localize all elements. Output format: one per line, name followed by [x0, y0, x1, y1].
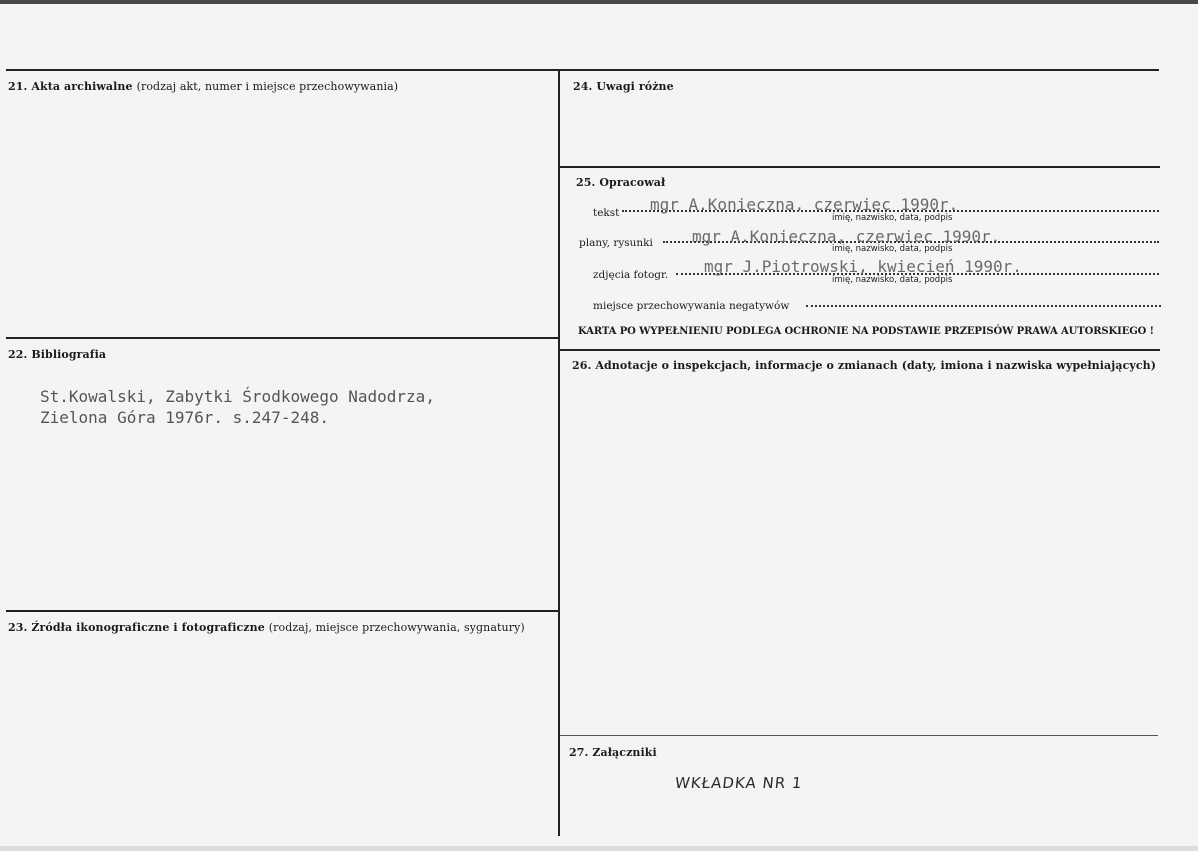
negatywy-dotted-line	[806, 305, 1161, 307]
section-23-note: (rodzaj, miejsce przechowywania, sygnatury)	[268, 621, 525, 634]
section-23-heading	[8, 621, 525, 634]
tekst-label: tekst	[593, 207, 620, 219]
section-27-heading: 27. Załączniki	[569, 746, 657, 759]
scan-bottom-edge	[0, 846, 1198, 851]
rule-26-27	[560, 735, 1158, 736]
bibliography-line-2: Zielona Góra 1976r. s.247-248.	[40, 408, 329, 427]
top-rule	[6, 69, 1159, 71]
rule-24-25	[560, 166, 1160, 168]
section-23-title: 23. Źródła ikonograficzne i fotograficzne	[8, 621, 265, 634]
section-26-note: (daty, imiona i nazwiska wypełniających)	[901, 359, 1157, 372]
tekst-caption: imię, nazwisko, data, podpis	[832, 213, 953, 223]
section-21-note: (rodzaj akt, numer i miejsce przechowywania)	[136, 80, 399, 93]
section-22-heading: 22. Bibliografia	[8, 348, 107, 361]
plany-value: mgr A.Konieczna, czerwiec 1990r.	[692, 227, 1001, 246]
tekst-value: mgr A.Konieczna, czerwiec 1990r.	[650, 195, 959, 214]
zdjecia-value: mgr J.Piotrowski, kwiecień 1990r.	[704, 257, 1022, 276]
negatywy-label: miejsce przechowywania negatywów	[593, 300, 790, 312]
section-25-heading: 25. Opracował	[576, 176, 666, 189]
section-21-title: 21. Akta archiwalne	[8, 80, 133, 93]
plany-caption: imię, nazwisko, data, podpis	[832, 244, 953, 254]
copyright-notice: KARTA PO WYPEŁNIENIU PODLEGA OCHRONIE NA PODSTAWIE PRZEPISÓW PRAWA AUTORSKIEGO !	[578, 326, 1154, 337]
section-26-title: 26. Adnotacje o inspekcjach, informacje o zmianach	[572, 359, 898, 372]
zdjecia-caption: imię, nazwisko, data, podpis	[832, 275, 953, 285]
section-21-heading	[8, 80, 398, 93]
section-24-heading: 24. Uwagi różne	[573, 80, 674, 93]
bibliography-line-1: St.Kowalski, Zabytki Środkowego Nadodrza,	[40, 387, 435, 406]
plany-label: plany, rysunki	[579, 237, 653, 249]
rule-25-26	[560, 349, 1160, 351]
section-26-heading	[572, 359, 1156, 372]
rule-22-23	[6, 610, 559, 612]
zdjecia-label: zdjęcia fotogr.	[593, 269, 669, 281]
center-divider	[558, 69, 560, 836]
rule-21-22	[6, 337, 559, 339]
handwritten-attachment-note: WKŁADKA NR 1	[674, 774, 804, 792]
